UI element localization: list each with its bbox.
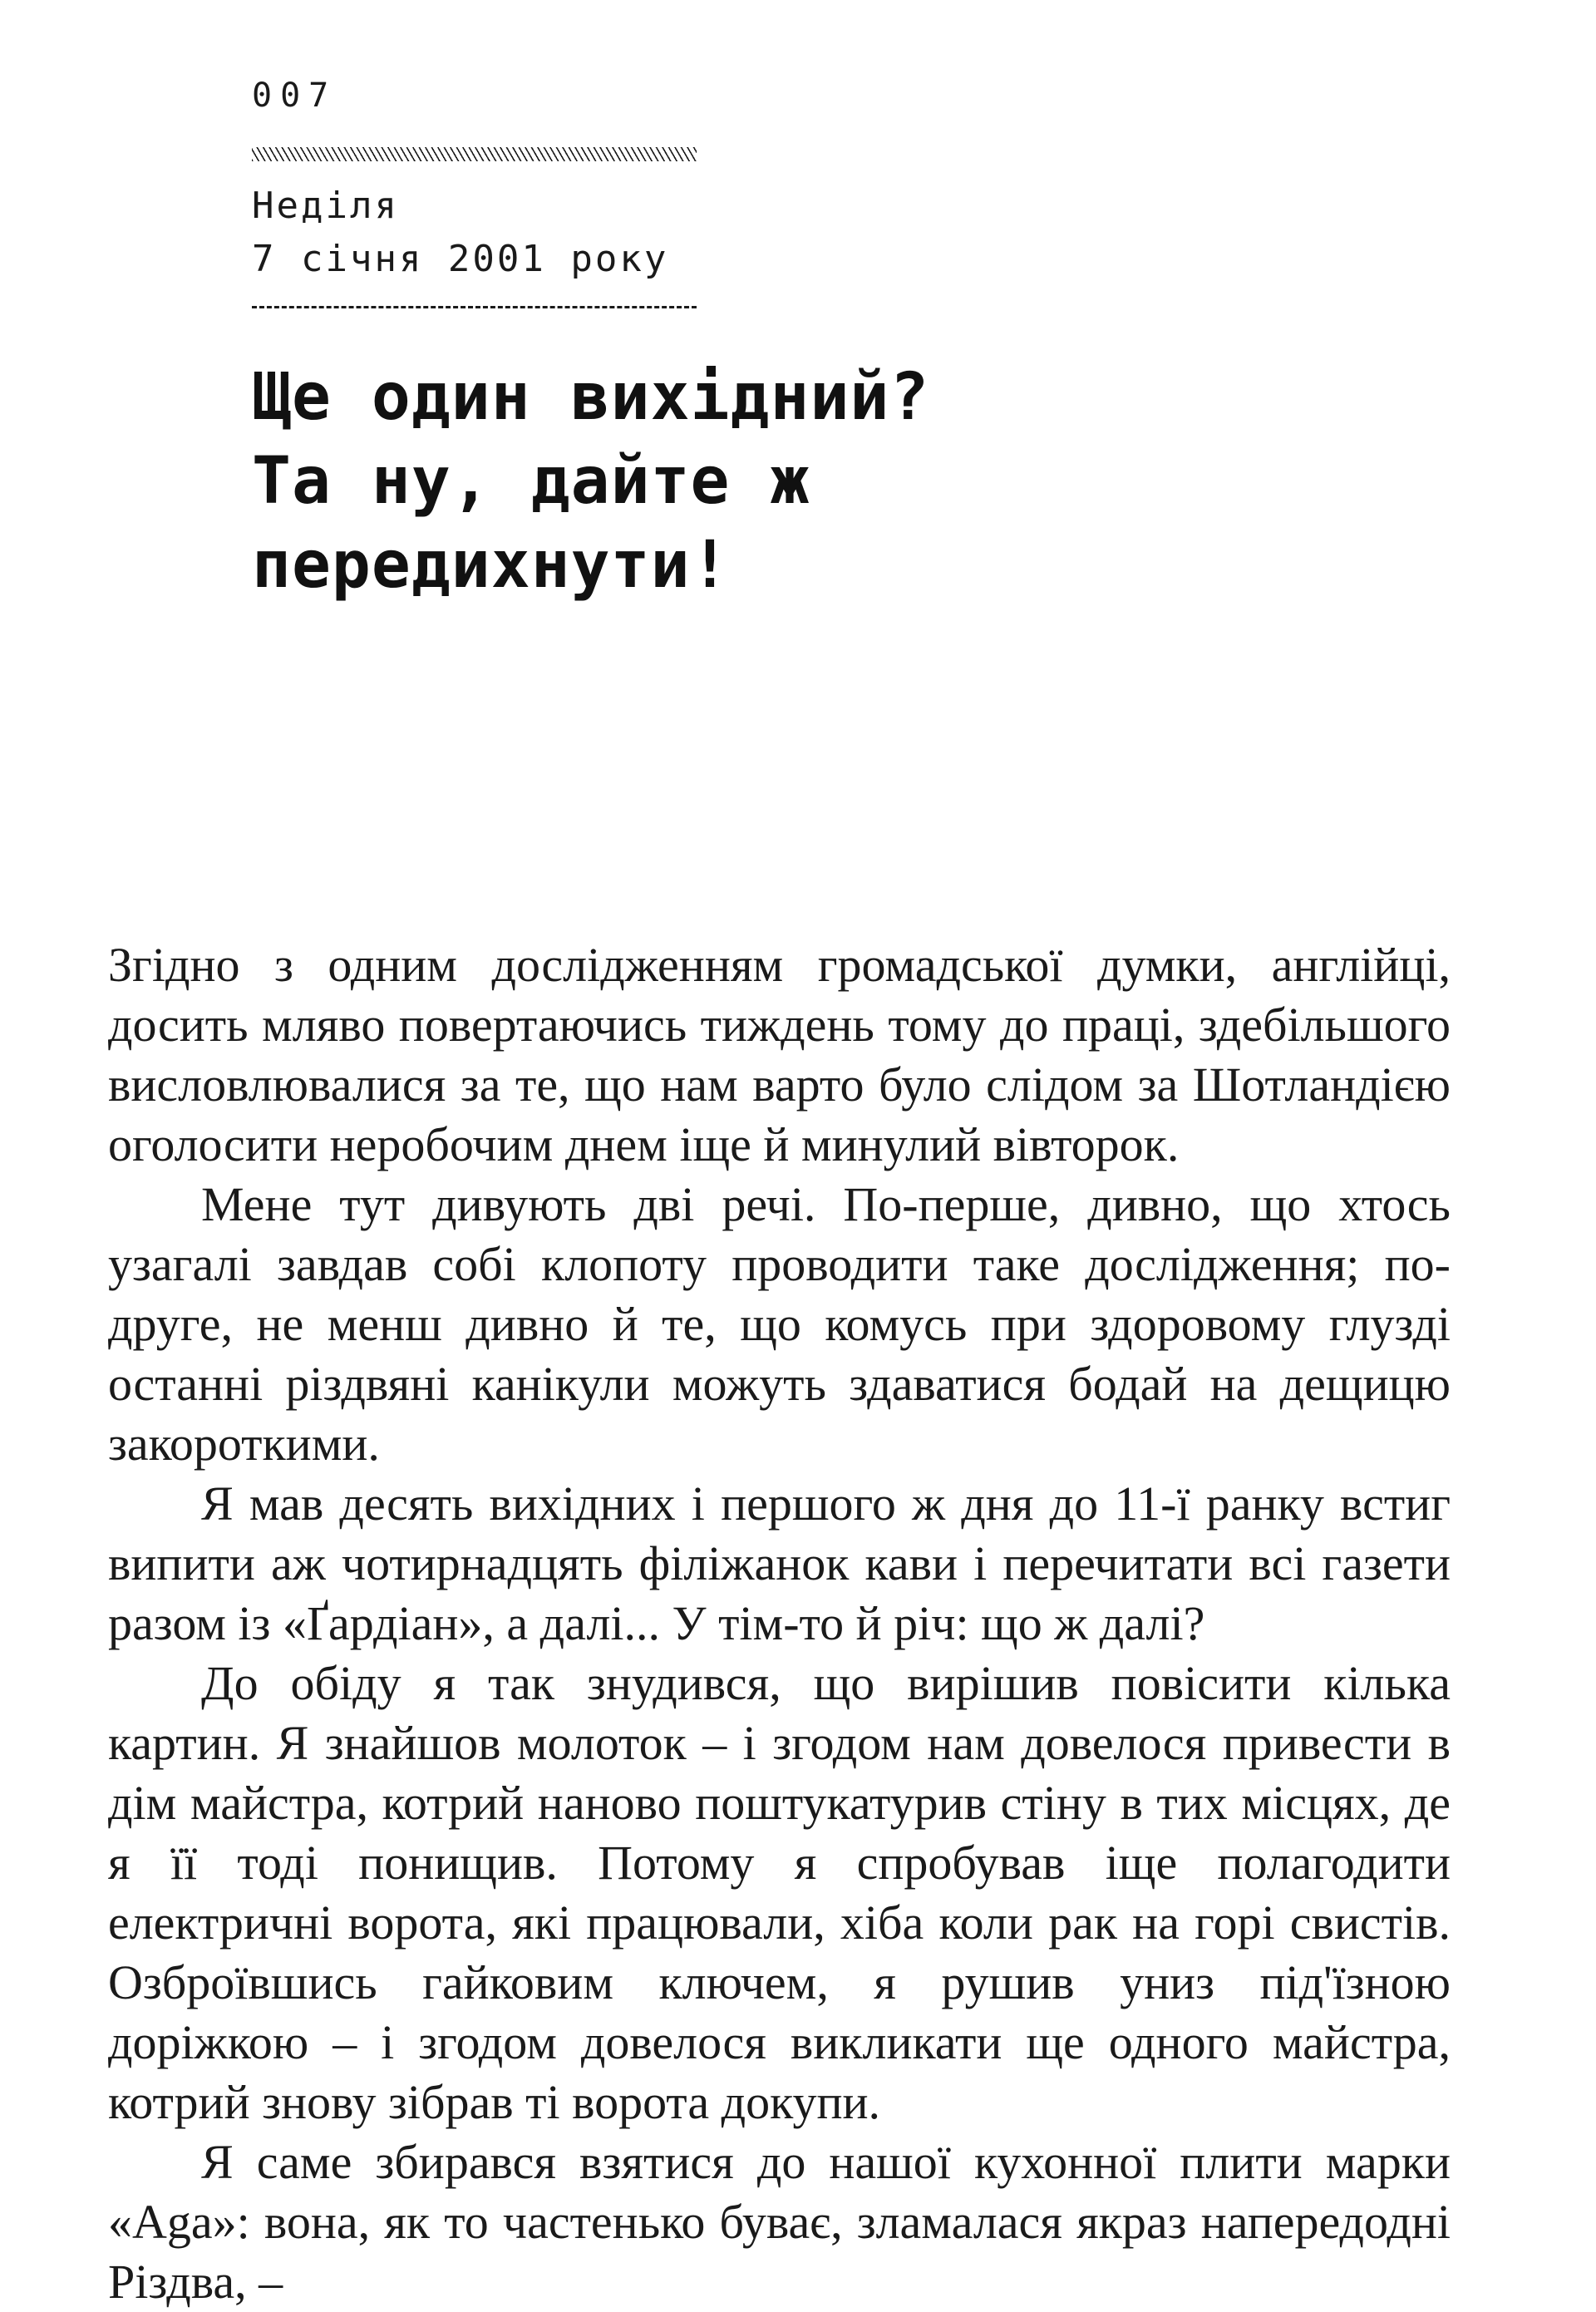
chapter-title <box>252 356 1332 608</box>
body-text <box>108 935 1451 2312</box>
body-paragraph: Я мав десять вихідних і першого ж дня до 11-ї ранку встиг випити аж чотирнадцять філіжанок кави і перечитати всі газети разом із «Ґардіан», а далі... У тім-то й річ: що ж далі? <box>108 1476 1451 1650</box>
body-paragraph: Мене тут дивують дві речі. По-перше, дивно, що хтось узагалі завдав собі клопоту проводити таке дослідження; по-друге, не менш дивно й те, що комусь при здоровому глузді останні різдвяні канікули можуть здаватися бодай на дещицю закороткими. <box>108 1177 1451 1471</box>
chapter-title-line: Ще один вихідний? <box>252 360 930 435</box>
chapter-date: 7 січня 2001 року <box>252 238 669 280</box>
chapter-title-line: передихнути! <box>252 528 731 603</box>
body-paragraph: Я саме збирався взятися до нашої кухонної плити марки «Aga»: вона, як то частенько буває, зламалася якраз напередодні Різдва, – <box>108 2135 1451 2309</box>
body-paragraph: Згідно з одним дослідженням громадської думки, англійці, досить мляво повертаючись тиждень тому до праці, здебільшого висловлювалися за те, що нам варто було слідом за Шотландією оголосити неробочим днем іще й минулий вівторок. <box>108 938 1451 1171</box>
chapter-day: Неділя <box>252 185 399 227</box>
body-paragraph: До обіду я так знудився, що вирішив повісити кілька картин. Я знайшов молоток – і згодом нам довелося привести в дім майстра, котрий наново поштукатурив стіну в тих місцях, де я її тоді понищив. Потому я спробував іще полагодити електричні ворота, які працювали, хіба коли рак на горі свистів. Озброївшись гайковим ключем, я рушив униз під'їзною доріжкою – і згодом довелося викликати ще одного майстра, котрий знову зібрав ті ворота докупи. <box>108 1656 1451 2129</box>
dashed-divider <box>252 306 697 308</box>
hatched-divider <box>252 147 697 161</box>
chapter-number: 007 <box>252 76 337 115</box>
chapter-title-line: Та ну, дайте ж <box>252 444 810 519</box>
